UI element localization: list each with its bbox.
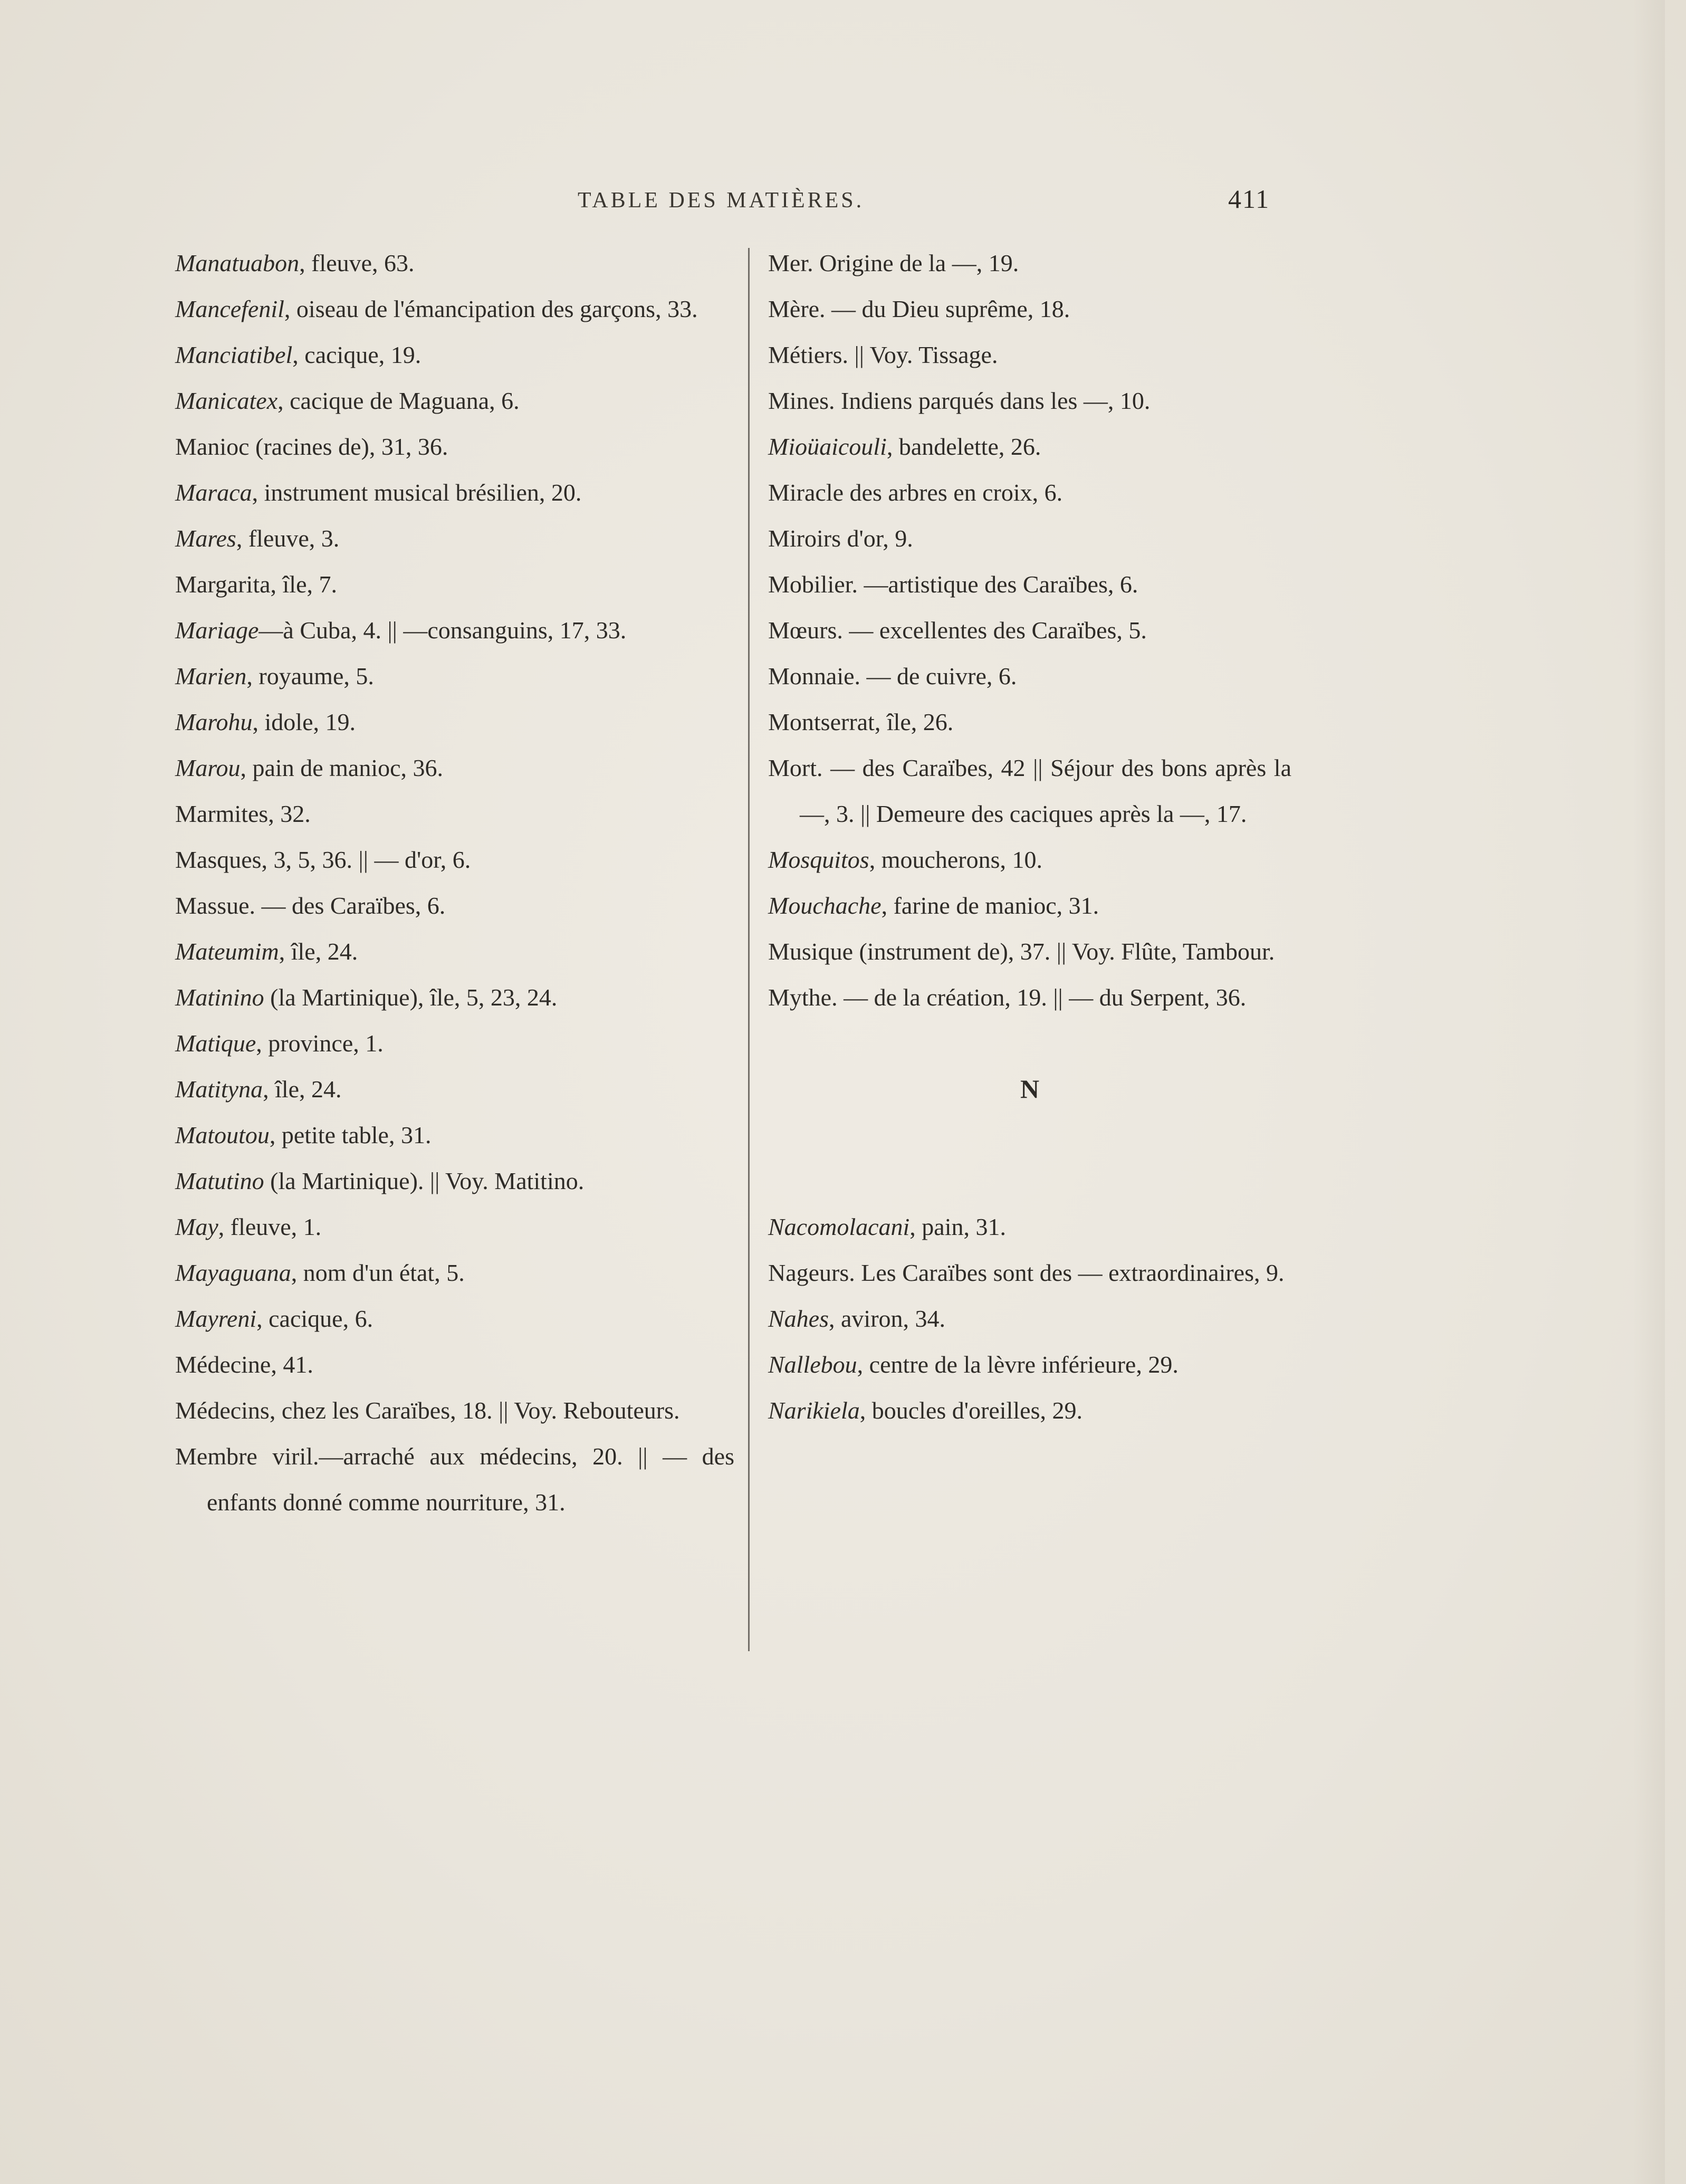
index-entry bbox=[768, 1250, 1291, 1296]
index-entry bbox=[768, 653, 1291, 699]
entry-text: Massue. — des Caraïbes, 6. bbox=[175, 892, 446, 919]
index-entry bbox=[768, 470, 1291, 515]
index-entry bbox=[768, 515, 1291, 561]
index-entry bbox=[768, 1296, 1291, 1342]
section-spacer bbox=[768, 1020, 1291, 1066]
entry-text: (la Martinique). || Voy. Matitino. bbox=[264, 1167, 585, 1194]
index-entry bbox=[175, 1066, 734, 1112]
entry-text: , province, 1. bbox=[256, 1030, 384, 1057]
entry-text: , fleuve, 63. bbox=[299, 250, 415, 276]
entry-headword: Marien bbox=[175, 663, 247, 689]
entry-text: , pain, 31. bbox=[909, 1213, 1006, 1240]
entry-headword: Mayreni bbox=[175, 1305, 257, 1332]
index-entry bbox=[175, 1112, 734, 1158]
page-number: 411 bbox=[1228, 184, 1270, 214]
index-entry bbox=[175, 1204, 734, 1250]
running-head: TABLE DES MATIÈRES. bbox=[578, 188, 865, 213]
index-entry bbox=[175, 424, 734, 470]
index-entry bbox=[768, 424, 1291, 470]
entry-headword: Manatuabon bbox=[175, 250, 300, 276]
section-letter: N bbox=[1020, 1074, 1040, 1104]
entry-headword: Matinino bbox=[175, 984, 264, 1011]
entry-text: , cacique, 19. bbox=[292, 341, 422, 368]
index-entry bbox=[175, 1342, 734, 1387]
entry-text: , centre de la lèvre inférieure, 29. bbox=[857, 1351, 1179, 1378]
entry-text: , aviron, 34. bbox=[829, 1305, 946, 1332]
index-entry bbox=[175, 1296, 734, 1342]
entry-text: , bandelette, 26. bbox=[886, 433, 1041, 460]
page-header bbox=[0, 179, 1686, 222]
entry-headword: Matityna bbox=[175, 1076, 263, 1103]
entry-text: , cacique, 6. bbox=[256, 1305, 373, 1332]
index-entry bbox=[175, 1433, 734, 1525]
entry-text: , fleuve, 1. bbox=[218, 1213, 322, 1240]
entry-headword: Mateumim bbox=[175, 938, 279, 965]
entry-text: , fleuve, 3. bbox=[236, 525, 340, 552]
entry-text: Margarita, île, 7. bbox=[175, 571, 337, 598]
entry-headword: Marou bbox=[175, 754, 241, 781]
entry-headword: Matutino bbox=[175, 1167, 264, 1194]
index-entry bbox=[175, 378, 734, 424]
entry-text: , royaume, 5. bbox=[246, 663, 374, 689]
index-entry bbox=[768, 561, 1291, 607]
entry-headword: May bbox=[175, 1213, 218, 1240]
entry-headword: Manciatibel bbox=[175, 341, 293, 368]
column-divider bbox=[748, 248, 750, 1651]
entry-headword: Nallebou bbox=[768, 1351, 857, 1378]
index-entry bbox=[768, 974, 1291, 1020]
entry-text: , île, 24. bbox=[263, 1076, 342, 1103]
index-entry bbox=[768, 1387, 1291, 1433]
entry-text: Musique (instrument de), 37. || Voy. Flûte, Tambour. bbox=[768, 938, 1275, 965]
entry-text: Mère. — du Dieu suprême, 18. bbox=[768, 295, 1070, 322]
entry-text: Mobilier. —artistique des Caraïbes, 6. bbox=[768, 571, 1138, 598]
index-entry bbox=[175, 332, 734, 378]
entry-headword: Mouchache bbox=[768, 892, 882, 919]
entry-headword: Manicatex bbox=[175, 387, 278, 414]
index-entry bbox=[175, 1250, 734, 1296]
entry-headword: Mosquitos bbox=[768, 846, 869, 873]
entry-text: Masques, 3, 5, 36. || — d'or, 6. bbox=[175, 846, 471, 873]
entry-text: , nom d'un état, 5. bbox=[291, 1259, 465, 1286]
index-entry bbox=[175, 1158, 734, 1204]
entry-text: Mythe. — de la création, 19. || — du Serpent, 36. bbox=[768, 984, 1247, 1011]
entry-headword: Narikiela bbox=[768, 1397, 860, 1424]
entry-text: , petite table, 31. bbox=[269, 1122, 432, 1148]
page-edge-shadow bbox=[1633, 0, 1665, 2184]
entry-text: Monnaie. — de cuivre, 6. bbox=[768, 663, 1017, 689]
index-entry bbox=[175, 286, 734, 332]
section-spacer bbox=[768, 1112, 1291, 1204]
index-entry bbox=[768, 240, 1291, 286]
index-entry bbox=[175, 470, 734, 515]
entry-text: , île, 24. bbox=[279, 938, 358, 965]
entry-text: , instrument musical brésilien, 20. bbox=[252, 479, 582, 506]
entry-text: (la Martinique), île, 5, 23, 24. bbox=[264, 984, 558, 1011]
index-entry bbox=[768, 286, 1291, 332]
index-entry bbox=[768, 745, 1291, 837]
entry-text: Médecins, chez les Caraïbes, 18. || Voy. Rebouteurs. bbox=[175, 1397, 680, 1424]
index-entry bbox=[768, 607, 1291, 653]
entry-headword: Matoutou bbox=[175, 1122, 270, 1148]
entry-text: Mœurs. — excellentes des Caraïbes, 5. bbox=[768, 617, 1147, 644]
entry-text: Marmites, 32. bbox=[175, 800, 311, 827]
entry-headword: Mariage bbox=[175, 617, 259, 644]
index-entry bbox=[175, 1387, 734, 1433]
index-entry bbox=[175, 561, 734, 607]
index-entry bbox=[175, 928, 734, 974]
entry-text: , moucherons, 10. bbox=[869, 846, 1043, 873]
index-entry bbox=[175, 515, 734, 561]
index-entry bbox=[768, 378, 1291, 424]
entry-text: , farine de manioc, 31. bbox=[881, 892, 1099, 919]
entry-headword: Mayaguana bbox=[175, 1259, 291, 1286]
entry-text: , pain de manioc, 36. bbox=[240, 754, 444, 781]
entry-text: Médecine, 41. bbox=[175, 1351, 313, 1378]
entry-headword: Mioüaicouli bbox=[768, 433, 887, 460]
index-entry bbox=[175, 745, 734, 791]
entry-text: , idole, 19. bbox=[252, 708, 356, 735]
entry-text: Nageurs. Les Caraïbes sont des — extraordinaires, 9. bbox=[768, 1259, 1285, 1286]
entry-text: Manioc (racines de), 31, 36. bbox=[175, 433, 448, 460]
left-column bbox=[175, 240, 734, 1525]
index-entry bbox=[768, 1342, 1291, 1387]
entry-text: Métiers. || Voy. Tissage. bbox=[768, 341, 998, 368]
entry-text: Miroirs d'or, 9. bbox=[768, 525, 913, 552]
entry-text: —à Cuba, 4. || —consanguins, 17, 33. bbox=[258, 617, 627, 644]
entry-text: Montserrat, île, 26. bbox=[768, 708, 954, 735]
index-entry bbox=[175, 653, 734, 699]
index-entry bbox=[768, 699, 1291, 745]
index-entry bbox=[768, 883, 1291, 928]
entry-text: , boucles d'oreilles, 29. bbox=[859, 1397, 1083, 1424]
entry-text: , oiseau de l'émancipation des garçons, 33. bbox=[284, 295, 698, 322]
index-entry bbox=[175, 974, 734, 1020]
entry-headword: Marohu bbox=[175, 708, 253, 735]
index-entry bbox=[768, 332, 1291, 378]
index-entry bbox=[768, 928, 1291, 974]
index-entry bbox=[175, 883, 734, 928]
index-entry bbox=[175, 837, 734, 883]
entry-headword: Maraca bbox=[175, 479, 252, 506]
entry-headword: Mancefenil bbox=[175, 295, 284, 322]
index-entry bbox=[175, 699, 734, 745]
index-entry bbox=[175, 1020, 734, 1066]
index-entry bbox=[768, 1204, 1291, 1250]
entry-text: Mines. Indiens parqués dans les —, 10. bbox=[768, 387, 1151, 414]
entry-text: Mort. — des Caraïbes, 42 || Séjour des bons après la —, 3. || Demeure des caciques après la —, 17. bbox=[768, 754, 1291, 827]
entry-text: , cacique de Maguana, 6. bbox=[277, 387, 520, 414]
entry-headword: Nahes bbox=[768, 1305, 829, 1332]
right-column bbox=[768, 240, 1291, 1433]
entry-headword: Mares bbox=[175, 525, 236, 552]
entry-headword: Matique bbox=[175, 1030, 256, 1057]
entry-text: Mer. Origine de la —, 19. bbox=[768, 250, 1019, 276]
index-entry bbox=[175, 791, 734, 837]
index-entry bbox=[175, 240, 734, 286]
entry-text: Membre viril.—arraché aux médecins, 20. || — des enfants donné comme nourriture, 31. bbox=[175, 1443, 734, 1516]
index-entry bbox=[768, 837, 1291, 883]
entry-headword: Nacomolacani bbox=[768, 1213, 910, 1240]
entry-text: Miracle des arbres en croix, 6. bbox=[768, 479, 1063, 506]
index-entry bbox=[175, 607, 734, 653]
